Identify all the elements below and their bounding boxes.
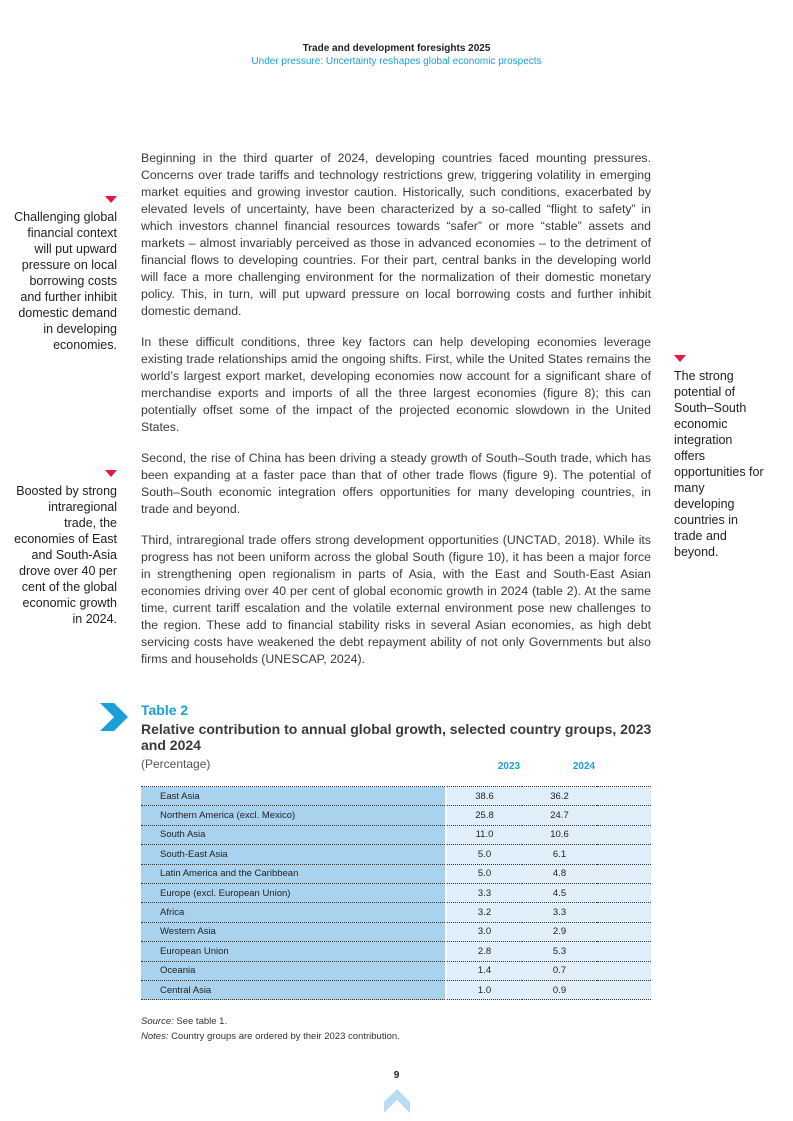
value-2024: 36.2 <box>522 787 597 806</box>
value-2024: 0.9 <box>522 980 597 999</box>
paragraph: In these difficult conditions, three key factors can help developing economies leverage existing trade relationships amid the ongoing shifts. First, while the United States remains the world’s largest export market, developing economies now account for a significant share of merchandise exports and imports of all the three largest economies (figure 8); this can potentially offset some of the impact of the projected economic slowdown in the United States. <box>141 335 651 434</box>
table-row <box>141 883 651 902</box>
value-2023: 2.8 <box>446 942 522 961</box>
table-padding-cell <box>597 864 651 883</box>
table-row <box>141 787 651 806</box>
table-row <box>141 961 651 980</box>
table-notes <box>141 1031 400 1042</box>
value-2023: 3.2 <box>446 903 522 922</box>
source-label: Source: <box>141 1016 174 1027</box>
table-padding-cell <box>597 980 651 999</box>
value-2023: 5.0 <box>446 845 522 864</box>
up-chevron-icon[interactable] <box>384 1089 410 1113</box>
table-padding-cell <box>597 922 651 941</box>
value-2024: 5.3 <box>522 942 597 961</box>
value-2024: 24.7 <box>522 806 597 825</box>
callout-text: Challenging global financial context will put upward pressure on local borrowing costs and further inhibit domestic demand in developing economies. <box>14 210 117 352</box>
table-unit: (Percentage) <box>141 757 211 771</box>
value-2023: 38.6 <box>446 787 522 806</box>
chevron-right-icon <box>98 703 128 731</box>
country-group-name: Africa <box>141 903 446 922</box>
table-row <box>141 825 651 844</box>
callout-text: The strong potential of South–South economic integration offers opportunities for many developing countries in trade and beyond. <box>674 369 764 559</box>
value-2024: 6.1 <box>522 845 597 864</box>
down-triangle-icon <box>105 196 117 203</box>
value-2024: 4.8 <box>522 864 597 883</box>
value-2024: 2.9 <box>522 922 597 941</box>
callout-financial-context <box>14 196 117 353</box>
notes-label: Notes: <box>141 1031 169 1042</box>
value-2023: 11.0 <box>446 825 522 844</box>
value-2023: 25.8 <box>446 806 522 825</box>
value-2023: 3.0 <box>446 922 522 941</box>
table-padding-cell <box>597 825 651 844</box>
country-group-name: South Asia <box>141 825 446 844</box>
value-2024: 3.3 <box>522 903 597 922</box>
table-padding-cell <box>597 845 651 864</box>
source-text: See table 1. <box>173 1016 228 1027</box>
paragraph: Third, intraregional trade offers strong development opportunities (UNCTAD, 2018). While its progress has not been uniform across the global South (figure 10), it has been a major force in strengthening open regionalism in parts of Asia, with the East and South-East Asian economies driving over 40 per cent of global economic growth in 2024 (table 2). At the same time, current tariff escalation and the volatile external environment pose new challenges to the region. These add to financial stability risks in several Asian economies, as high debt servicing costs have weakened the debt repayment ability of not only Governments but also firms and households (UNESCAP, 2024). <box>141 533 651 666</box>
country-group-name: Oceania <box>141 961 446 980</box>
table-padding-cell <box>597 883 651 902</box>
value-2024: 4.5 <box>522 883 597 902</box>
country-group-name: European Union <box>141 942 446 961</box>
down-triangle-icon <box>674 355 686 362</box>
table-padding-cell <box>597 787 651 806</box>
value-2024: 0.7 <box>522 961 597 980</box>
value-2023: 1.0 <box>446 980 522 999</box>
country-group-name: Northern America (excl. Mexico) <box>141 806 446 825</box>
country-group-name: Europe (excl. European Union) <box>141 883 446 902</box>
table-padding-cell <box>597 961 651 980</box>
country-group-name: Central Asia <box>141 980 446 999</box>
country-group-name: Western Asia <box>141 922 446 941</box>
table-row <box>141 845 651 864</box>
notes-text: Country groups are ordered by their 2023 contribution. <box>168 1031 400 1042</box>
table-row <box>141 980 651 999</box>
country-group-name: East Asia <box>141 787 446 806</box>
down-triangle-icon <box>105 470 117 477</box>
paragraph: Second, the rise of China has been driving a steady growth of South–South trade, which has been expanding at a faster pace than that of other trade flows (figure 9). The potential of South–South economic integration offers opportunities for many developing countries, in trade and beyond. <box>141 451 651 516</box>
paragraph: Beginning in the third quarter of 2024, developing countries faced mounting pressures. Concerns over trade tariffs and technology restrictions grew, triggering volatility in emerging market equities and growing investor caution. Historically, such conditions, exacerbated by elevated levels of uncertainty, have been characterized by a so-called “flight to safety” in which investors channel financial resources towards “safer” or more “stable” assets and markets – almost invariably perceived as those in advanced economies – to the detriment of financial flows to developing countries. For their part, central banks in the developing world will face a more challenging environment for the normalization of their domestic monetary policy. This, in turn, will put upward pressure on local borrowing costs and further inhibit domestic demand. <box>141 151 651 318</box>
table-padding-cell <box>597 806 651 825</box>
value-2024: 10.6 <box>522 825 597 844</box>
country-group-name: South-East Asia <box>141 845 446 864</box>
chapter-subtitle: Under pressure: Uncertainty reshapes global economic prospects <box>251 56 542 67</box>
table-padding-cell <box>597 942 651 961</box>
table-row <box>141 806 651 825</box>
column-header-2024: 2024 <box>572 761 596 772</box>
page-header <box>0 42 793 68</box>
table-row <box>141 942 651 961</box>
value-2023: 5.0 <box>446 864 522 883</box>
page-number: 9 <box>393 1070 400 1081</box>
table-row <box>141 864 651 883</box>
table-row <box>141 922 651 941</box>
value-2023: 1.4 <box>446 961 522 980</box>
table-row <box>141 903 651 922</box>
callout-intraregional-trade <box>14 470 117 627</box>
table-source <box>141 1016 227 1027</box>
table-label: Table 2 <box>141 702 189 718</box>
callout-text: Boosted by strong intraregional trade, the economies of East and South-Asia drove over 40 per cent of the global economic growth in 2024. <box>14 484 117 626</box>
body-text <box>141 150 651 682</box>
country-group-name: Latin America and the Caribbean <box>141 864 446 883</box>
report-title: Trade and development foresights 2025 <box>302 43 491 54</box>
column-header-2023: 2023 <box>497 761 521 772</box>
table-title: Relative contribution to annual global growth, selected country groups, 2023 and 2024 <box>141 721 652 753</box>
value-2023: 3.3 <box>446 883 522 902</box>
table-padding-cell <box>597 903 651 922</box>
callout-south-south <box>674 355 764 560</box>
growth-contribution-table <box>141 786 651 1000</box>
